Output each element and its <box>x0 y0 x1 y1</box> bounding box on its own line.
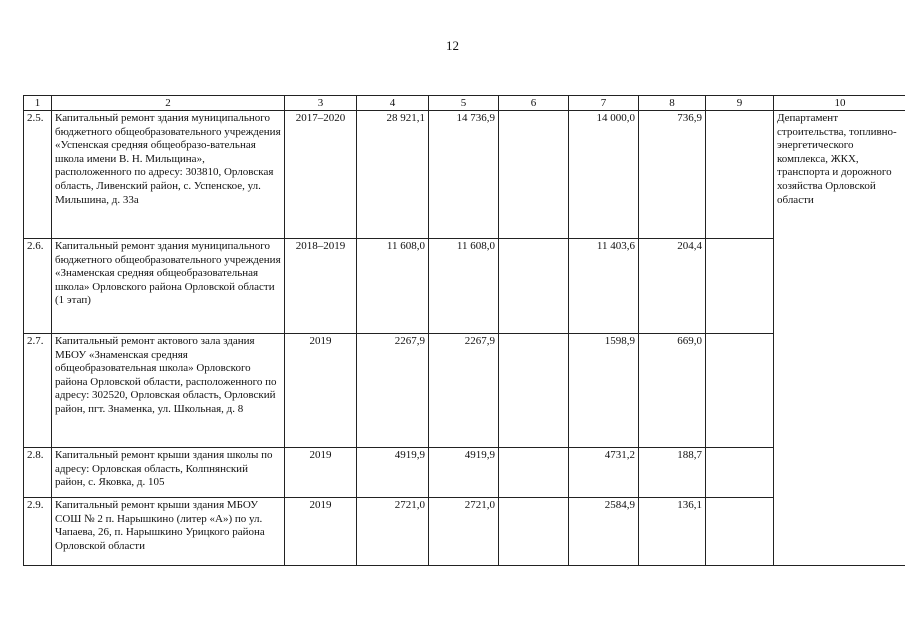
row-col8: 188,7 <box>639 448 706 498</box>
column-header: 1 <box>24 96 52 111</box>
row-col6 <box>499 239 569 334</box>
row-col7: 11 403,6 <box>569 239 639 334</box>
row-id: 2.9. <box>24 498 52 566</box>
row-period: 2018–2019 <box>285 239 357 334</box>
row-description: Капитальный ремонт крыши здания МБОУ СОШ № 2 п. Нарышкино (литер «А») по ул. Чапаева, 26, п. Нарышкино Урицкого района Орловской области <box>52 498 285 566</box>
program-table <box>23 95 905 566</box>
row-id: 2.7. <box>24 334 52 448</box>
row-total: 2721,0 <box>357 498 429 566</box>
page-number: 12 <box>446 38 459 53</box>
row-total: 28 921,1 <box>357 111 429 239</box>
row-col5: 11 608,0 <box>429 239 499 334</box>
table-row <box>24 334 905 448</box>
column-header: 7 <box>569 96 639 111</box>
row-period: 2019 <box>285 334 357 448</box>
row-description: Капитальный ремонт крыши здания школы по адресу: Орловская область, Колпнянский район, с. Яковка, д. 105 <box>52 448 285 498</box>
department-continuation <box>774 498 905 566</box>
row-total: 4919,9 <box>357 448 429 498</box>
column-header: 3 <box>285 96 357 111</box>
responsible-department: Департамент строительства, топливно-энергетического комплекса, ЖКХ, транспорта и дорожного хозяйства Орловской области <box>774 111 905 239</box>
department-continuation <box>774 334 905 448</box>
column-header: 2 <box>52 96 285 111</box>
column-header: 9 <box>706 96 774 111</box>
row-col6 <box>499 334 569 448</box>
row-col7: 1598,9 <box>569 334 639 448</box>
row-description: Капитальный ремонт здания муниципального бюджетного общеобразовательного учреждения «Знаменская средняя общеобразовательная школа» Орловского района Орловской области (1 этап) <box>52 239 285 334</box>
row-period: 2019 <box>285 498 357 566</box>
row-col7: 14 000,0 <box>569 111 639 239</box>
row-col8: 136,1 <box>639 498 706 566</box>
column-header: 5 <box>429 96 499 111</box>
row-period: 2019 <box>285 448 357 498</box>
row-id: 2.6. <box>24 239 52 334</box>
column-header: 8 <box>639 96 706 111</box>
row-total: 11 608,0 <box>357 239 429 334</box>
row-col5: 4919,9 <box>429 448 499 498</box>
row-col9 <box>706 498 774 566</box>
row-col7: 2584,9 <box>569 498 639 566</box>
row-col8: 204,4 <box>639 239 706 334</box>
row-col5: 2721,0 <box>429 498 499 566</box>
row-col9 <box>706 111 774 239</box>
row-col5: 2267,9 <box>429 334 499 448</box>
row-col8: 669,0 <box>639 334 706 448</box>
row-col9 <box>706 239 774 334</box>
row-col9 <box>706 334 774 448</box>
row-col9 <box>706 448 774 498</box>
table-row <box>24 111 905 239</box>
row-period: 2017–2020 <box>285 111 357 239</box>
row-description: Капитальный ремонт здания муниципального бюджетного общеобразовательного учреждения «Успенская средняя общеобразо-вательная школа имени В. Н. Мильщина», расположенного по адресу: 303810, Орловская область, Ливенский район, с. Успенское, ул. Мильшина, д. 33а <box>52 111 285 239</box>
row-total: 2267,9 <box>357 334 429 448</box>
row-description: Капитальный ремонт актового зала здания МБОУ «Знаменская средняя общеобразовательная школа» Орловского района Орловской области, расположенного по адресу: 302520, Орловская область, Орловский район, пгт. Знаменка, ул. Школьная, д. 8 <box>52 334 285 448</box>
column-header: 4 <box>357 96 429 111</box>
row-col6 <box>499 498 569 566</box>
row-col6 <box>499 111 569 239</box>
table-row <box>24 448 905 498</box>
row-id: 2.5. <box>24 111 52 239</box>
column-header: 6 <box>499 96 569 111</box>
row-col5: 14 736,9 <box>429 111 499 239</box>
table-row <box>24 498 905 566</box>
table-row <box>24 239 905 334</box>
department-continuation <box>774 448 905 498</box>
department-continuation <box>774 239 905 334</box>
row-col7: 4731,2 <box>569 448 639 498</box>
column-header: 10 <box>774 96 905 111</box>
row-col6 <box>499 448 569 498</box>
row-id: 2.8. <box>24 448 52 498</box>
row-col8: 736,9 <box>639 111 706 239</box>
column-header-row <box>24 96 905 111</box>
